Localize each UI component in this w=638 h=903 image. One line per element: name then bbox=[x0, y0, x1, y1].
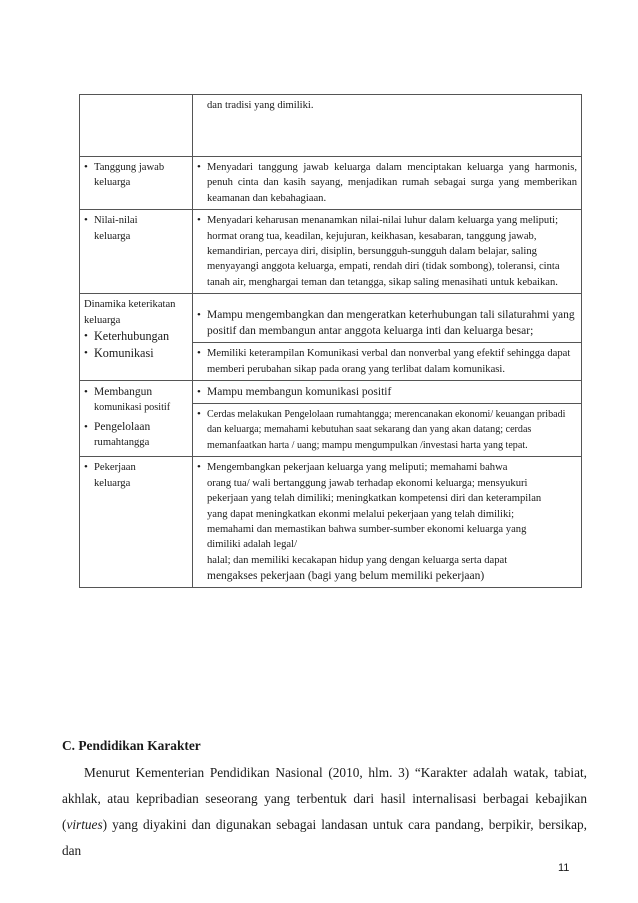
table-row bbox=[80, 95, 582, 157]
cell-text: Mampu membangun komunikasi positif bbox=[207, 386, 392, 399]
body-paragraph bbox=[62, 760, 587, 864]
family-values-table bbox=[79, 94, 582, 588]
bullet-icon: • bbox=[84, 347, 88, 360]
cell-line: Mengembangkan pekerjaan keluarga yang meliputi; memahami bahwa bbox=[207, 462, 508, 474]
bullet-icon: • bbox=[197, 214, 201, 227]
row-label: Komunikasi bbox=[94, 346, 154, 361]
cell-text: Cerdas melakukan Pengelolaan rumahtangga; merencanakan ekonomi/ keuangan pribadi dan keluarga; memahami kebutuhan saat sekarang dan yang akan datang; cerdas memanfaatkan harta / uang; mampu mengumpulkan /investasi harta yang tepat. bbox=[207, 409, 566, 451]
bullet-icon: • bbox=[197, 461, 201, 474]
cell-line: memahami dan memastikan bahwa sumber-sumber ekonomi keluarga yang bbox=[207, 523, 527, 535]
bullet-icon: • bbox=[197, 386, 201, 399]
cell-text: Menyadari keharusan menanamkan nilai-nilai luhur dalam keluarga yang meliputi; hormat orang tua, keadilan, kejujuran, keikhasan, kesabaran, tanggung jawab, kemandirian, percaya diri, disiplin, bersungguh-sungguh dalam belajar, saling menyayangi anggota keluarga, empati, rendah diri (tidak sombong), toleransi, cinta tanah air, menghargai teman dan tetangga, sikap saling menasihati untuk kebaikan. bbox=[207, 215, 560, 288]
table-cell bbox=[193, 210, 582, 294]
row-label: keluarga bbox=[94, 177, 131, 189]
table-cell bbox=[80, 457, 193, 588]
divider bbox=[193, 403, 581, 404]
cell-line: pekerjaan yang telah dimiliki; meningkatkan kompetensi diri dan keterampilan bbox=[207, 493, 542, 505]
cell-line: mengakses pekerjaan (bagi yang belum memiliki pekerjaan) bbox=[207, 570, 485, 583]
row-label: rumahtangga bbox=[94, 437, 150, 449]
paragraph-text: ) yang diyakini dan digunakan sebagai landasan untuk cara pandang, berpikir, bersikap, dan bbox=[62, 817, 587, 858]
table-cell bbox=[193, 381, 582, 457]
cell-line: orang tua/ wali bertanggung jawab terhadap ekonomi keluarga; mensyukuri bbox=[207, 477, 528, 489]
table-cell bbox=[80, 157, 193, 210]
table-cell bbox=[80, 210, 193, 294]
bullet-icon: • bbox=[197, 161, 201, 173]
cell-text: Menyadari tanggung jawab keluarga dalam menciptakan keluarga yang harmonis, penuh cinta dan kasih sayang, menjadikan rumah sebagai surga yang memberikan keamanan dan kebahagiaan. bbox=[207, 162, 577, 204]
table-row bbox=[80, 294, 582, 381]
table-row bbox=[80, 381, 582, 457]
cell-line: dimiliki adalah legal/ bbox=[207, 539, 298, 551]
table-cell bbox=[80, 294, 193, 381]
table-cell bbox=[193, 457, 582, 588]
paragraph-italic-term: virtues bbox=[66, 817, 103, 832]
bullet-icon: • bbox=[84, 386, 88, 399]
table-row bbox=[80, 457, 582, 588]
table-cell-empty bbox=[80, 95, 193, 157]
bullet-icon: • bbox=[84, 421, 88, 434]
cell-text: dan tradisi yang dimiliki. bbox=[207, 100, 314, 111]
bullet-icon: • bbox=[197, 347, 201, 360]
row-label: Dinamika keterikatan bbox=[84, 299, 176, 311]
row-label: Keterhubungan bbox=[94, 329, 170, 344]
table-row bbox=[80, 210, 582, 294]
bullet-icon: • bbox=[197, 408, 201, 421]
section-heading: C. Pendidikan Karakter bbox=[62, 738, 201, 753]
row-label: Pengelolaan bbox=[94, 421, 151, 434]
row-label: keluarga bbox=[84, 314, 121, 326]
table-cell bbox=[193, 157, 582, 210]
row-label: keluarga bbox=[94, 230, 131, 242]
bullet-icon: • bbox=[84, 161, 88, 173]
table-cell bbox=[193, 95, 582, 157]
table-cell bbox=[193, 294, 582, 381]
row-label: Pekerjaan bbox=[94, 462, 136, 474]
row-label: Membangun bbox=[94, 386, 153, 399]
cell-text: Memiliki keterampilan Komunikasi verbal dan nonverbal yang efektif sehingga dapat memberi perubahan sikap pada orang yang terlibat dalam komunikasi. bbox=[207, 348, 571, 375]
divider bbox=[193, 342, 581, 343]
cell-line: halal; dan memiliki kecakapan hidup yang dengan keluarga serta dapat bbox=[207, 554, 508, 566]
row-label: keluarga bbox=[94, 477, 131, 489]
paragraph-text: Menurut Kementerian Pendidikan Nasional (2010, hlm. 3) “Karakter adalah watak, tabiat, akhlak, atau kepribadian seseorang yang terbentuk dari hasil internalisasi berbagai kebajikan ( bbox=[62, 765, 587, 832]
bullet-icon: • bbox=[84, 330, 88, 343]
bullet-icon: • bbox=[197, 309, 201, 322]
bullet-icon: • bbox=[84, 214, 88, 227]
row-label: komunikasi positif bbox=[94, 402, 171, 414]
row-label: Tanggung jawab bbox=[94, 162, 165, 173]
cell-text: Mampu mengembangkan dan mengeratkan keterhubungan tali silaturahmi yang positif dan membangun antar anggota keluarga inti dan keluarga besar; bbox=[207, 309, 575, 338]
cell-line: yang dapat meningkatkan ekonmi melalui pekerjaan yang telah dimiliki; bbox=[207, 508, 515, 520]
table-row bbox=[80, 157, 582, 210]
table-cell bbox=[80, 381, 193, 457]
page-number: 11 bbox=[558, 862, 570, 874]
row-label: Nilai-nilai bbox=[94, 215, 138, 227]
bullet-icon: • bbox=[84, 461, 88, 474]
